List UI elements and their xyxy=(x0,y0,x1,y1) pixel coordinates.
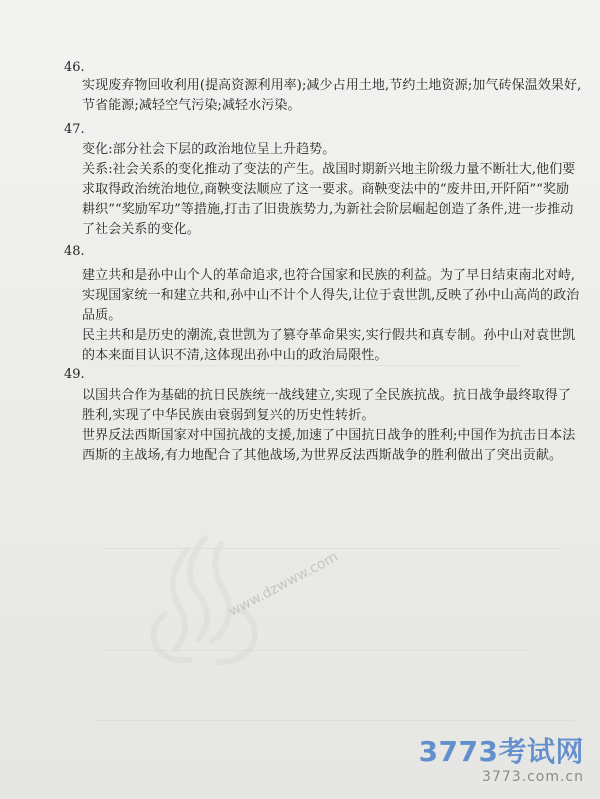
background-rule xyxy=(100,548,560,549)
bottom-brand-watermark xyxy=(418,735,584,785)
question-number: 48. xyxy=(64,244,85,259)
answer-paragraph: 世界反法西斯国家对中国抗战的支援,加速了中国抗日战争的胜利;中国作为抗击日本法西斯的主战场,有力地配合了其他战场,为世界反法西斯战争的胜利做出了突出贡献。 xyxy=(82,428,576,463)
background-rule xyxy=(100,650,530,651)
answer-paragraph: 以国共合作为基础的抗日民族统一战线建立,实现了全民族抗战。抗日战争最终取得了胜利,实现了中华民族由衰弱到复兴的历史性转折。 xyxy=(82,388,571,423)
answer-paragraph: 建立共和是孙中山个人的革命追求,也符合国家和民族的利益。为了早日结束南北对峙,实现国家统一和建立共和,孙中山不计个人得失,让位于袁世凯,反映了孙中山高尚的政治品质。 xyxy=(82,268,580,323)
brand-url: 3773.com.cn xyxy=(482,769,584,785)
watermark-url: www.dzwww.com xyxy=(226,549,341,621)
flame-logo-watermark-icon xyxy=(130,520,280,670)
question-number: 46. xyxy=(64,60,85,75)
brand-name: 3773考试网 xyxy=(418,735,584,768)
question-number: 47. xyxy=(64,122,85,137)
answer-paragraph: 实现废弃物回收利用(提高资源利用率);减少占用土地,节约土地资源;加气砖保温效果好,节省能源;减轻空气污染;减轻水污染。 xyxy=(82,78,582,113)
answer-paragraph: 变化:部分社会下层的政治地位呈上升趋势。 xyxy=(82,142,336,157)
background-rule xyxy=(95,720,575,721)
question-number: 49. xyxy=(64,367,85,382)
answer-paragraph: 民主共和是历史的潮流,袁世凯为了篡夺革命果实,实行假共和真专制。孙中山对袁世凯的本来面目认识不清,这体现出孙中山的政治局限性。 xyxy=(82,328,576,363)
answer-paragraph: 关系:社会关系的变化推动了变法的产生。战国时期新兴地主阶级力量不断壮大,他们要求取得政治统治地位,商鞅变法顺应了这一要求。商鞅变法中的“废井田,开阡陌”“奖励耕织”“奖励军功”等措施,打击了旧贵族势力,为新社会阶层崛起创造了条件,进一步推动了社会关系的变化。 xyxy=(82,162,576,237)
